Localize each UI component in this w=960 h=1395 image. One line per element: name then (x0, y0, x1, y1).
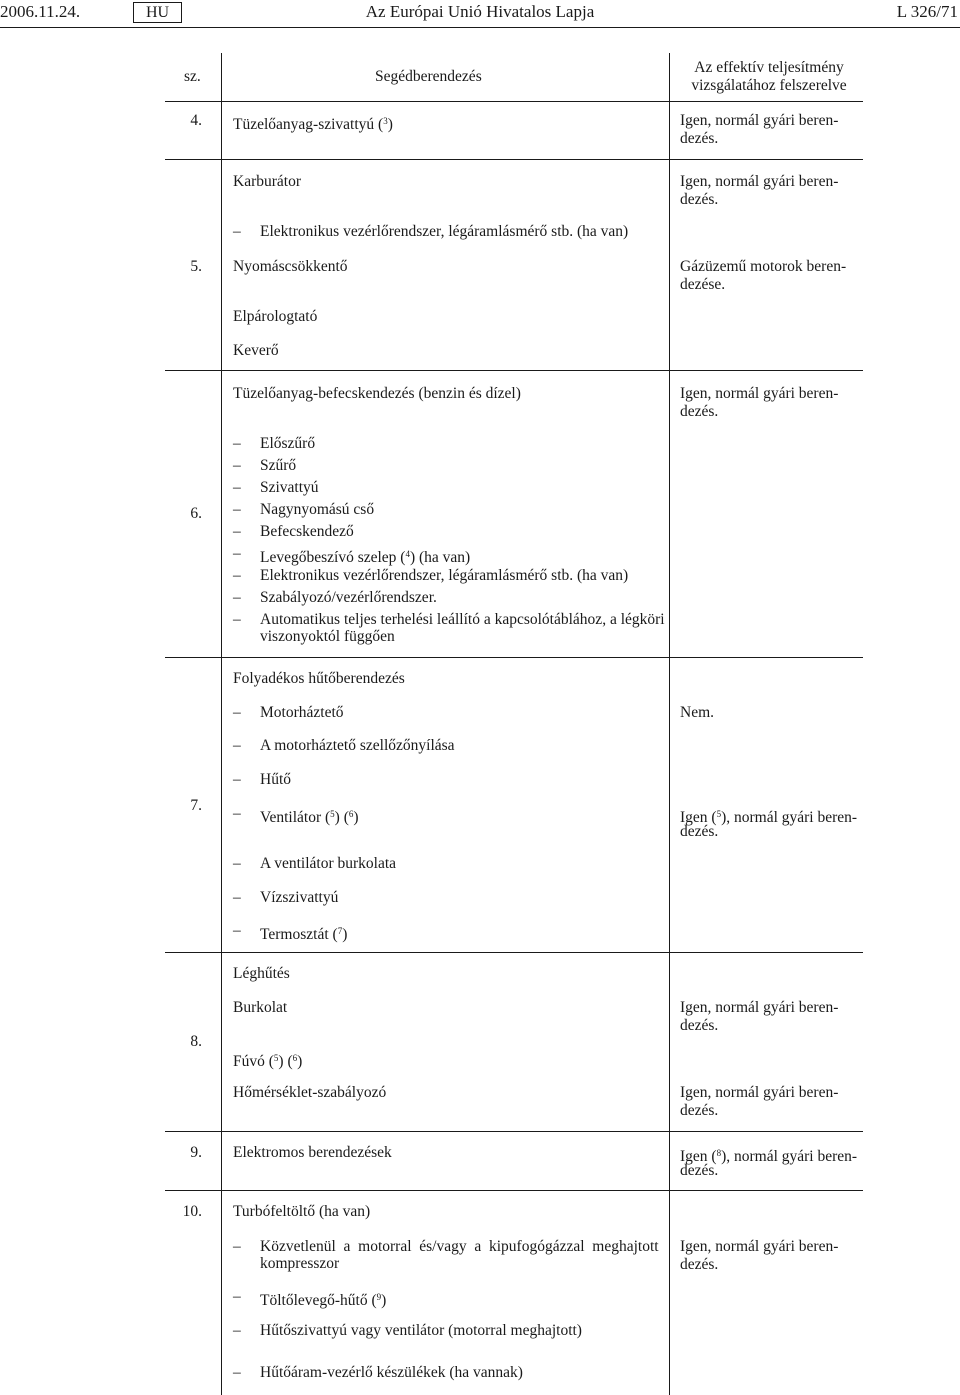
equipment-subitem: – A motorháztető szellőzőnyílása (260, 737, 455, 755)
fitted-value: Igen, normál gyári beren- (680, 1238, 839, 1255)
col-divider-2 (669, 53, 670, 1395)
page-number: L 326/71 (896, 2, 958, 21)
col-header-fitted-1: Az effektív teljesítmény (694, 59, 844, 76)
equipment-subitem: – Hűtőszivattyú vagy ventilátor (motorral meghajtott) (260, 1322, 582, 1340)
row-rule (165, 657, 863, 658)
row-number: 7. (190, 797, 202, 814)
fitted-value: dezése. (680, 276, 726, 293)
fitted-value: dezés. (680, 1017, 719, 1034)
equipment-subitem: – Szivattyú (260, 479, 319, 497)
equipment-subitem: – Ventilátor ($^5$) ($^6$) (260, 805, 359, 827)
row-rule (165, 952, 863, 953)
equipment-subitem: – Hűtő (260, 771, 291, 789)
equipment-subitem: Burkolat (233, 999, 288, 1016)
equipment-item: Tüzelőanyag-szivattyú ($^3$) (233, 116, 393, 133)
col-header-equipment: Segédberendezés (375, 68, 482, 85)
fitted-value: dezés. (680, 191, 719, 208)
equipment-subitem: – Automatikus teljes terhelési leállító a kapcsolótáblához, a légköri (260, 611, 665, 629)
equipment-subitem: – Hűtőáram-vezérlő készülékek (ha vannak) (260, 1364, 523, 1382)
equipment-item: Turbófeltöltő (ha van) (233, 1203, 371, 1220)
equipment-subitem: – Előszűrő (260, 435, 315, 453)
equipment-subitem: – Közvetlenül a motorral és/vagy a kipufogógázzal meghajtott (260, 1238, 663, 1256)
fitted-value: Gázüzemű motorok beren- (680, 258, 847, 275)
equipment-item: Nyomáscsökkentő (233, 258, 348, 275)
language-badge: HU (133, 2, 182, 23)
col-header-num: sz. (184, 68, 201, 85)
publication-date: 2006.11.24. (0, 2, 81, 21)
header-rule (0, 27, 960, 28)
equipment-subitem: – Szűrő (260, 457, 296, 475)
fitted-value: Igen, normál gyári beren- (680, 999, 839, 1016)
equipment-subitem: – Termosztát ($^7$) (260, 922, 347, 944)
row-rule (165, 1190, 863, 1191)
fitted-value: Igen, normál gyári beren- (680, 1084, 839, 1101)
equipment-subitem: – Töltőlevegő-hűtő ($^9$) (260, 1288, 386, 1310)
equipment-subitem: Hőmérséklet-szabályozó (233, 1084, 387, 1101)
fitted-value: dezés. (680, 1256, 719, 1273)
fitted-value: Igen, normál gyári beren- (680, 112, 839, 129)
fitted-value: Igen ($^8$), normál gyári beren- (680, 1148, 858, 1165)
row-number: 9. (190, 1144, 202, 1161)
row-number: 8. (190, 1033, 202, 1050)
equipment-subitem-cont: viszonyoktól függően (260, 628, 395, 645)
equipment-subitem: – Levegőbeszívó szelep ($^4$) (ha van) (260, 545, 470, 567)
row-number: 6. (190, 505, 202, 522)
equipment-subitem: – Nagynyomású cső (260, 501, 374, 519)
col-header-fitted-2: vizsgálatához felszerelve (691, 77, 847, 94)
fitted-value: dezés. (680, 1162, 719, 1179)
equipment-item: Folyadékos hűtőberendezés (233, 670, 405, 687)
equipment-item: Léghűtés (233, 965, 290, 982)
col-divider-1 (221, 53, 222, 1395)
fitted-value: dezés. (680, 130, 719, 147)
equipment-subitem: – Vízszivattyú (260, 889, 338, 907)
equipment-subitem: – Elektronikus vezérlőrendszer, légáramlásmérő stb. (ha van) (260, 223, 628, 241)
equipment-subitem-cont: kompresszor (260, 1255, 340, 1272)
row-rule (165, 1131, 863, 1132)
row-number: 10. (182, 1203, 202, 1220)
equipment-subitem: – Elektronikus vezérlőrendszer, légáramlásmérő stb. (ha van) (260, 567, 628, 585)
fitted-value: dezés. (680, 1102, 719, 1119)
journal-title: Az Európai Unió Hivatalos Lapja (365, 2, 595, 21)
fitted-value: Igen, normál gyári beren- (680, 385, 839, 402)
equipment-subitem: – Befecskendező (260, 523, 354, 541)
equipment-item: Elektromos berendezések (233, 1144, 392, 1161)
fitted-value: dezés. (680, 403, 719, 420)
row-rule (165, 101, 863, 102)
equipment-subitem: – Szabályozó/vezérlőrendszer. (260, 589, 437, 607)
fitted-value: dezés. (680, 823, 719, 840)
row-rule (165, 159, 863, 160)
equipment-item: Karburátor (233, 173, 301, 190)
equipment-item: Tüzelőanyag-befecskendezés (benzin és dízel) (233, 385, 521, 402)
page-header (0, 0, 960, 26)
fitted-value: Nem. (680, 704, 715, 721)
fitted-value: Igen, normál gyári beren- (680, 173, 839, 190)
equipment-subitem: Fúvó ($^5$) ($^6$) (233, 1053, 303, 1070)
equipment-subitem: – A ventilátor burkolata (260, 855, 396, 873)
equipment-item: Elpárologtató (233, 308, 318, 325)
row-rule (165, 370, 863, 371)
fitted-value: Igen ($^5$), normál gyári beren- (680, 809, 858, 826)
row-number: 4. (190, 112, 202, 129)
equipment-subitem: – Motorháztető (260, 704, 344, 722)
equipment-item: Keverő (233, 342, 279, 359)
row-number: 5. (190, 258, 202, 275)
